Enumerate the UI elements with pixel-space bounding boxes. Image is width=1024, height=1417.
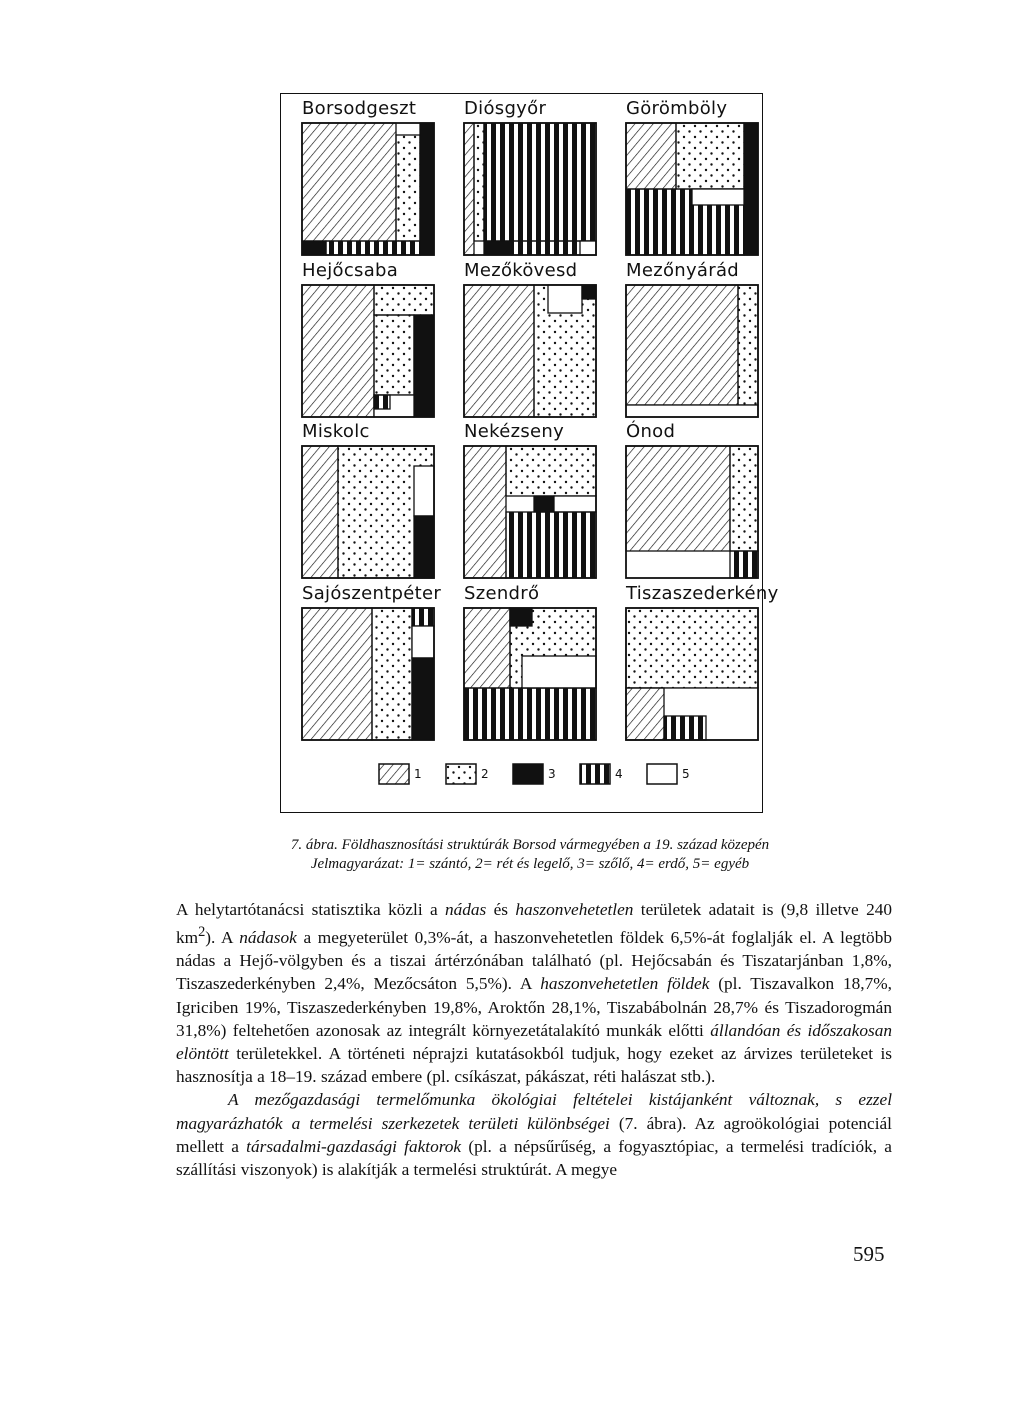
hatched-region [464,446,506,578]
cell-label: Mezőnyárád [626,260,740,281]
legend-number: 2 [481,767,489,781]
p2-italic-faktorok: társadalmi-gazdasági faktorok [246,1136,462,1156]
legend-swatch-dotted [446,764,476,784]
caption-line-2: Jelmagyarázat: 1= szántó, 2= rét és legelő, 3= szőlő, 4= erdő, 5= egyéb [310,856,750,872]
legend-number: 4 [615,767,623,781]
body-text [176,898,892,1181]
dotted-region [730,446,758,551]
p2-text-b: (7. ábra). Az agroökológiai potenciál mellett a [176,1113,892,1156]
p1-italic-nadasok: nádasok [239,927,297,947]
striped-region [464,688,596,740]
cell-label: Nekézseny [464,421,565,442]
cells-group [302,123,758,784]
hatched-region [302,446,338,578]
map-cell-11 [464,608,596,740]
striped-region [374,395,390,409]
p1-italic-haszonvehetetlen: haszonvehetetlen [515,900,634,919]
p1-superscript: 2 [198,924,206,941]
striped-region [326,241,420,255]
black-region [414,516,434,578]
black-region [412,658,434,740]
p1-text-h: a megyeterület 0,3%-át, a haszonvehetetlen földek 6,5%-át foglalják el. A legtöbb nádas a Hejő-völgyben és a tiszai ártérzónában található (pl. Hejőcsabán és Tiszatarjánban 1,8%, Tiszaszederkényben 2,4%, Mezőcsáton 5,5%). A [176,927,892,994]
p1-text-l: területekkel. A történeti néprajzi kutatásokból tudjuk, hogy ezeket az árvizes területeket is hasznosítja a 18–19. század embere (pl. csíkászat, pákászat, réti halászat stb.). [176,1043,892,1087]
blank-region [692,189,744,205]
p1-italic-foldek: haszonvehetetlen földek [540,974,710,994]
page-number: 595 [853,1242,885,1266]
p1-text-a: A helytartótanácsi statisztika közli a [176,900,445,919]
p1-italic-elontott: állandóan és időszakosan elöntött [176,1020,892,1063]
p1-text-e: területek adatait is (9,8 illetve 240 km [176,900,892,947]
striped-region [730,551,758,578]
map-cell-2 [464,123,596,255]
dotted-region [626,608,758,688]
blank-region [554,496,596,512]
black-region [534,496,554,512]
dotted-region [676,123,744,189]
legend-swatch-hatched [379,764,409,784]
hatched-region [626,123,676,189]
hatched-region [626,285,738,405]
legend-swatch-solid-black [513,764,543,784]
caption-line-1: 7. ábra. Földhasznosítási struktúrák Borsod vármegyében a 19. század közepén [290,837,770,853]
legend-number: 3 [548,767,556,781]
blank-region [548,285,582,313]
map-cell-7 [302,446,434,578]
cell-label: Tiszaszederkény [626,583,779,604]
map-cell-12 [626,608,758,740]
cell-label: Hejőcsaba [302,260,399,281]
black-region [414,315,434,417]
dotted-region [738,285,758,405]
paragraph-1 [176,898,892,1088]
cell-label: Szendrő [464,583,540,604]
blank-region [412,626,434,658]
cell-label: Miskolc [302,421,370,442]
striped-region [484,123,596,241]
black-region [582,285,596,299]
map-cell-3 [626,123,758,255]
black-region [510,608,532,626]
dotted-region [506,446,596,496]
cell-label: Mezőkövesd [464,260,578,281]
legend-swatch-vertical-stripes [580,764,610,784]
land-use-map [280,93,763,813]
cell-label: Ónod [626,421,676,442]
cell-label: Borsodgeszt [302,98,417,119]
cell-label: Sajószentpéter [302,583,442,604]
blank-region [522,656,596,688]
map-cell-1 [302,123,434,255]
figure-caption [170,836,890,874]
black-region [744,123,758,255]
p2-italic-lead: A mezőgazdasági termelőmunka ökológiai feltételei kistájanként változnak, s ezzel magyarázhatók a termelési szerkezetek területi különbségei [176,1090,892,1133]
blank-region [580,241,596,255]
black-region [302,241,326,255]
paragraph-2 [176,1088,892,1181]
map-cell-8 [464,446,596,578]
p1-italic-nadas: nádas [444,900,487,919]
blank-region [626,405,758,417]
striped-region [664,716,706,740]
p1-text-j: (pl. Tiszavalkon 18,7%, Igriciben 19%, Tiszaszederkényben 19,8%, Aroktőn 28,1%, Tiszabábolnán 28,7% és Tiszadorogmán 31,8%) feltehetően azonosak az integrált környezetátalakító munkák előtti [176,974,892,1040]
black-region [420,123,434,255]
legend-swatch-blank [647,764,677,784]
map-cell-5 [464,285,596,417]
map-cell-4 [302,285,434,417]
map-cell-9 [626,446,758,578]
dotted-region [474,123,484,241]
hatched-region [464,608,510,688]
hatched-region [302,608,372,740]
striped-region [412,608,434,626]
dotted-region [372,608,412,740]
black-region [484,241,512,255]
hatched-region [626,688,664,740]
legend-number: 1 [414,767,422,781]
hatched-region [464,285,534,417]
hatched-region [302,285,374,417]
dotted-region [374,315,414,395]
p2-text-d: (pl. a népsűrűség, a fogyasztópiac, a termelési tradíciók, a szállítási viszonyok) is alakítják a termelési struktúrát. A megye [176,1136,892,1179]
legend-number: 5 [682,767,690,781]
p1-text-f: ). A [205,927,240,947]
striped-region [506,512,596,578]
hatched-region [626,446,730,551]
hatched-region [464,123,474,255]
cell-label: Görömböly [626,98,728,119]
dotted-region [374,285,434,315]
map-cell-6 [626,285,758,417]
map-cell-10 [302,608,434,740]
dotted-region [396,135,420,241]
blank-region [414,466,434,516]
cell-label: Diósgyőr [464,98,547,119]
hatched-region [302,123,396,241]
p1-text-c: és [486,900,516,919]
